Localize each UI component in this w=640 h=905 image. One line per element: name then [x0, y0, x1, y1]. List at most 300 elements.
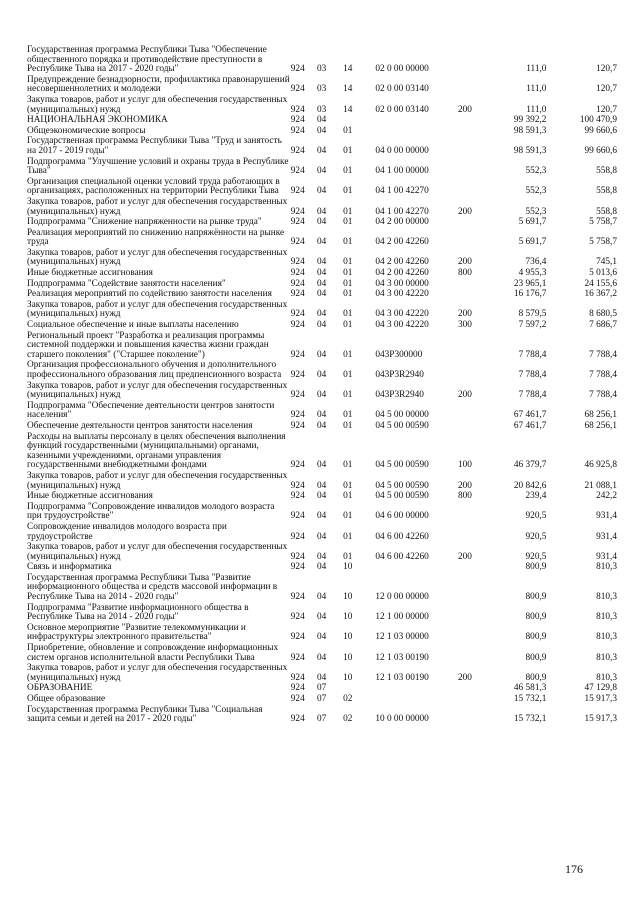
expense-type-code	[448, 228, 482, 248]
ministry-code: 924	[290, 460, 305, 471]
subsection-code: 01	[343, 166, 353, 177]
section-code: 04	[316, 257, 327, 268]
target-article-code	[375, 694, 447, 705]
target-article-code: 043P3R2940	[375, 390, 424, 401]
amount-year-1: 46 379,7	[513, 460, 547, 471]
subsection-code: 14	[343, 64, 353, 75]
ministry-code: 924	[290, 166, 305, 177]
ministry-code: 924	[290, 420, 305, 431]
amount-year-2: 242,2	[596, 491, 617, 502]
section-code: 04	[316, 672, 327, 683]
ministry-code: 924	[290, 632, 305, 643]
expense-type-code: 800	[457, 491, 472, 502]
amount-year-1: 111,0	[526, 64, 547, 75]
ministry-code: 924	[290, 714, 305, 725]
section-code: 04	[316, 551, 327, 562]
table-row	[27, 705, 617, 725]
row-name: Государственная программа Республики Тыва "Развитие информационного общества и средств массовой информации в Республике Тыва на 2014 - 2020 годы"	[27, 572, 278, 603]
expense-type-code	[448, 562, 482, 573]
expense-type-code: 100	[457, 460, 472, 471]
row-name: Иные бюджетные ассигнования	[27, 491, 153, 502]
row-name: Подпрограмма "Сопровождение инвалидов молодого возраста при трудоустройстве"	[27, 501, 275, 522]
section-code: 04	[316, 217, 327, 228]
target-article-code: 12 1 03 00190	[375, 652, 429, 663]
ministry-code: 924	[290, 84, 305, 95]
target-article-code: 02 0 00 03140	[375, 84, 429, 95]
table-row	[27, 694, 617, 705]
ministry-code: 924	[290, 390, 305, 401]
section-code: 04	[316, 632, 327, 643]
subsection-code: 01	[343, 390, 353, 401]
target-article-code: 04 2 00 00000	[375, 217, 429, 228]
subsection-code: 10	[343, 592, 353, 603]
row-name: Основное мероприятие "Развитие телекоммуникации и инфраструктуры электронного правительства"	[27, 622, 246, 643]
amount-year-2: 745,1	[596, 257, 617, 268]
amount-year-1: 7 788,4	[518, 390, 547, 401]
section-code: 04	[316, 206, 327, 217]
amount-year-1: 23 965,1	[513, 278, 547, 289]
ministry-code: 924	[290, 551, 305, 562]
amount-year-2: 5 013,6	[589, 268, 617, 279]
target-article-code: 04 5 00 00590	[375, 491, 429, 502]
section-code: 04	[316, 309, 327, 320]
amount-year-2: 15 917,3	[584, 694, 617, 704]
ministry-code: 924	[290, 186, 305, 197]
table-row	[27, 197, 617, 217]
expense-type-code	[448, 522, 482, 542]
table-row	[27, 573, 617, 603]
ministry-code: 924	[290, 511, 305, 522]
section-code: 04	[316, 115, 327, 126]
expense-type-code: 200	[457, 206, 472, 217]
target-article-code: 043P3R2940	[375, 370, 424, 380]
target-article-code: 02 0 00 00000	[375, 64, 429, 75]
expense-type-code: 200	[457, 551, 472, 562]
section-code: 04	[316, 186, 327, 197]
amount-year-1: 111,0	[526, 84, 547, 95]
expense-type-code	[448, 136, 482, 156]
amount-year-2: 810,3	[596, 562, 617, 573]
amount-year-1: 552,3	[525, 166, 547, 177]
subsection-code: 10	[343, 652, 353, 663]
amount-year-1: 800,9	[525, 562, 547, 573]
ministry-code: 924	[290, 104, 305, 115]
subsection-code: 01	[343, 289, 353, 300]
section-code: 04	[316, 390, 327, 401]
amount-year-1: 800,9	[525, 612, 547, 623]
row-name: Приобретение, обновление и сопровождение информационных систем органов исполнительной власти Республики Тыва	[27, 643, 279, 663]
amount-year-1: 8 579,5	[518, 309, 547, 320]
target-article-code: 12 1 03 00000	[375, 632, 429, 643]
amount-year-1: 736,4	[525, 257, 547, 268]
expense-type-code: 300	[457, 320, 472, 331]
subsection-code: 01	[343, 531, 353, 542]
amount-year-1: 67 461,7	[513, 420, 547, 431]
section-code: 04	[316, 562, 327, 573]
table-row	[27, 401, 617, 421]
target-article-code: 04 3 00 42220	[375, 289, 429, 300]
row-name: Закупка товаров, работ и услуг для обеспечения государственных (муниципальных) нужд	[27, 247, 288, 268]
section-code: 04	[316, 320, 327, 331]
subsection-code: 01	[343, 480, 353, 491]
table-row	[27, 603, 617, 623]
section-code: 04	[316, 531, 327, 542]
amount-year-1: 98 591,3	[513, 125, 547, 136]
target-article-code	[375, 115, 447, 126]
table-row	[27, 491, 617, 502]
section-code: 04	[316, 410, 327, 421]
target-article-code: 04 2 00 42260	[375, 237, 429, 248]
amount-year-1: 7 788,4	[518, 349, 547, 360]
amount-year-1: 98 591,3	[513, 145, 547, 156]
expense-type-code: 200	[457, 309, 472, 320]
target-article-code: 12 1 03 00190	[375, 672, 429, 683]
expense-type-code: 200	[457, 672, 472, 683]
ministry-code: 924	[290, 289, 305, 300]
table-row	[27, 136, 617, 156]
section-code: 04	[316, 420, 327, 431]
amount-year-2: 810,3	[596, 672, 617, 683]
ministry-code: 924	[290, 683, 305, 694]
target-article-code: 12 1 00 00000	[375, 612, 429, 623]
row-name: ОБРАЗОВАНИЕ	[27, 683, 93, 694]
subsection-code	[343, 683, 375, 694]
row-name: Региональный проект "Разработка и реализация программы системной поддержки и повышения качества жизни граждан старшего поколения" ("Старшее поколение")	[27, 330, 269, 360]
row-name: Реализация мероприятий по снижению напряжённости на рынке труда	[27, 227, 285, 248]
target-article-code: 12 0 00 00000	[375, 592, 429, 603]
amount-year-1: 111,0	[526, 104, 547, 115]
ministry-code: 924	[290, 309, 305, 320]
amount-year-1: 800,9	[525, 672, 547, 683]
amount-year-2: 24 155,6	[584, 278, 617, 289]
subsection-code: 01	[343, 309, 353, 320]
target-article-code	[375, 562, 447, 573]
expense-type-code: 800	[457, 268, 472, 279]
target-article-code: 04 5 00 00000	[375, 410, 429, 421]
amount-year-2: 120,7	[596, 104, 617, 115]
amount-year-1: 15 732,1	[513, 694, 547, 704]
row-name: Закупка товаров, работ и услуг для обеспечения государственных (муниципальных) нужд	[27, 94, 288, 115]
expense-type-code	[448, 401, 482, 421]
amount-year-2: 21 088,1	[584, 480, 617, 491]
row-name: НАЦИОНАЛЬНАЯ ЭКОНОМИКА	[27, 115, 168, 126]
amount-year-1: 20 842,6	[513, 480, 547, 491]
expense-type-code: 200	[457, 390, 472, 401]
table-row	[27, 432, 617, 471]
ministry-code: 924	[290, 278, 305, 289]
expense-type-code	[448, 177, 482, 197]
amount-year-2: 99 660,6	[584, 125, 617, 136]
ministry-code: 924	[290, 349, 305, 360]
target-article-code	[375, 683, 447, 694]
table-row	[27, 279, 617, 290]
section-code: 04	[316, 612, 327, 623]
amount-year-1: 46 581,3	[513, 683, 547, 694]
amount-year-2: 7 686,7	[589, 320, 617, 331]
ministry-code: 924	[290, 64, 305, 75]
subsection-code: 02	[343, 694, 353, 704]
target-article-code: 04 5 00 00590	[375, 460, 429, 471]
row-name: Сопровождение инвалидов молодого возраста при трудоустройстве	[27, 521, 227, 542]
table-row	[27, 217, 617, 228]
expense-type-code	[448, 157, 482, 177]
row-name: Подпрограмма "Содействие занятости населения"	[27, 278, 226, 289]
ministry-code: 924	[290, 237, 305, 248]
section-code: 07	[316, 694, 327, 704]
ministry-code: 924	[290, 217, 305, 228]
row-name: Закупка товаров, работ и услуг для обеспечения государственных (муниципальных) нужд	[27, 380, 288, 401]
ministry-code: 924	[290, 652, 305, 663]
expense-type-code	[448, 694, 482, 705]
table-row	[27, 157, 617, 177]
target-article-code: 04 2 00 42260	[375, 268, 429, 279]
ministry-code: 924	[290, 672, 305, 683]
subsection-code: 10	[343, 672, 353, 683]
target-article-code: 04 3 00 00000	[375, 278, 429, 289]
ministry-code: 924	[290, 491, 305, 502]
amount-year-2: 5 758,7	[589, 237, 617, 248]
section-code: 04	[316, 278, 327, 289]
target-article-code: 02 0 00 03140	[375, 104, 429, 115]
section-code: 04	[316, 592, 327, 603]
table-row	[27, 562, 617, 573]
expense-type-code	[448, 643, 482, 663]
table-row	[27, 268, 617, 279]
amount-year-2: 46 925,8	[584, 460, 617, 471]
row-name: Закупка товаров, работ и услуг для обеспечения государственных (муниципальных) нужд	[27, 542, 288, 562]
section-code: 04	[316, 652, 327, 663]
table-row	[27, 177, 617, 197]
section-code: 04	[316, 145, 327, 156]
budget-document	[27, 45, 617, 725]
amount-year-2: 15 917,3	[584, 714, 617, 725]
table-row	[27, 542, 617, 562]
target-article-code: 04 6 00 00000	[375, 511, 429, 522]
section-code: 04	[316, 166, 327, 177]
subsection-code: 02	[343, 714, 353, 725]
expense-type-code	[448, 573, 482, 603]
ministry-code: 924	[290, 410, 305, 421]
section-code: 07	[316, 714, 327, 725]
table-row	[27, 683, 617, 694]
amount-year-1: 920,5	[525, 531, 547, 542]
table-row	[27, 381, 617, 401]
amount-year-2: 810,3	[596, 632, 617, 643]
subsection-code: 01	[343, 125, 353, 136]
amount-year-2: 7 788,4	[589, 349, 617, 360]
amount-year-1: 5 691,7	[518, 217, 547, 228]
table-row	[27, 115, 617, 126]
section-code: 04	[316, 370, 327, 380]
ministry-code: 924	[290, 694, 305, 704]
page-number: 176	[565, 862, 583, 876]
target-article-code: 04 6 00 42260	[375, 551, 429, 562]
row-name: Подпрограмма "Обеспечение деятельности центров занятости населения"	[27, 400, 275, 421]
subsection-code: 10	[343, 612, 353, 623]
row-name: Реализация мероприятий по содействию занятости населения	[27, 289, 272, 300]
amount-year-2: 99 660,6	[584, 145, 617, 156]
amount-year-1: 920,5	[525, 511, 547, 522]
expense-type-code	[448, 360, 482, 380]
subsection-code: 01	[343, 237, 353, 248]
table-row	[27, 300, 617, 320]
amount-year-1: 552,3	[525, 206, 547, 217]
subsection-code: 01	[343, 186, 353, 197]
ministry-code: 924	[290, 206, 305, 217]
expense-type-code	[448, 126, 482, 137]
amount-year-2: 16 367,2	[584, 289, 617, 300]
amount-year-1: 920,5	[525, 551, 547, 562]
subsection-code: 10	[343, 562, 353, 573]
row-name: Иные бюджетные ассигнования	[27, 268, 153, 279]
table-row	[27, 45, 617, 75]
amount-year-1: 67 461,7	[513, 410, 547, 421]
target-article-code: 04 0 00 00000	[375, 145, 429, 156]
expense-type-code: 200	[457, 104, 472, 115]
target-article-code	[375, 126, 447, 137]
ministry-code: 924	[290, 257, 305, 268]
subsection-code: 01	[343, 420, 353, 431]
expense-type-code	[448, 115, 482, 126]
amount-year-2: 931,4	[596, 511, 617, 522]
row-name: Организация профессионального обучения и дополнительного профессионального образования лиц предпенсионного возраста	[27, 360, 282, 380]
target-article-code: 04 6 00 42260	[375, 531, 429, 542]
amount-year-2: 810,3	[596, 652, 617, 663]
amount-year-1: 7 788,4	[518, 370, 547, 380]
row-name: Связь и информатика	[27, 562, 112, 573]
row-name: Обеспечение деятельности центров занятости населения	[27, 420, 253, 431]
row-name: Общеэкономические вопросы	[27, 125, 146, 136]
section-code: 04	[316, 289, 327, 300]
subsection-code: 01	[343, 551, 353, 562]
amount-year-1: 239,4	[525, 491, 547, 502]
ministry-code: 924	[290, 562, 305, 573]
subsection-code: 14	[343, 84, 353, 95]
row-name: Закупка товаров, работ и услуг для обеспечения государственных (муниципальных) нужд	[27, 196, 288, 217]
section-code: 04	[316, 511, 327, 522]
table-row	[27, 643, 617, 663]
target-article-code: 04 2 00 42260	[375, 257, 429, 268]
amount-year-2: 7 788,4	[589, 390, 617, 401]
expense-type-code	[448, 289, 482, 300]
section-code: 04	[316, 349, 327, 360]
amount-year-2: 7 788,4	[589, 370, 617, 380]
amount-year-2: 68 256,1	[584, 420, 617, 431]
amount-year-2: 810,3	[596, 612, 617, 623]
ministry-code: 924	[290, 531, 305, 542]
row-name: Закупка товаров, работ и услуг для обеспечения государственных (муниципальных) нужд	[27, 299, 288, 320]
section-code: 07	[316, 683, 327, 694]
amount-year-2: 8 680,5	[589, 309, 617, 320]
amount-year-1: 99 392,2	[513, 115, 547, 126]
amount-year-2: 5 758,7	[589, 217, 617, 228]
target-article-code: 04 1 00 42270	[375, 206, 429, 217]
table-row	[27, 331, 617, 361]
section-code: 04	[316, 125, 327, 136]
expense-type-code	[448, 603, 482, 623]
subsection-code: 01	[343, 145, 353, 156]
target-article-code: 04 1 00 00000	[375, 166, 429, 177]
expense-type-code	[448, 705, 482, 725]
subsection-code: 01	[343, 370, 353, 380]
ministry-code: 924	[290, 612, 305, 623]
table-row	[27, 75, 617, 95]
target-article-code: 043P300000	[375, 349, 423, 360]
section-code: 04	[316, 480, 327, 491]
subsection-code: 01	[343, 460, 353, 471]
amount-year-1: 4 955,3	[518, 268, 547, 279]
amount-year-1: 16 176,7	[513, 289, 547, 300]
subsection-code: 01	[343, 511, 353, 522]
ministry-code: 924	[290, 145, 305, 156]
target-article-code: 10 0 00 00000	[375, 714, 429, 725]
ministry-code: 924	[290, 268, 305, 279]
row-name: Социальное обеспечение и иные выплаты населению	[27, 320, 239, 331]
amount-year-2: 120,7	[596, 84, 617, 95]
row-name: Государственная программа Республики Тыва "Труд и занятость на 2017 - 2019 годы"	[27, 136, 282, 156]
amount-year-2: 47 129,8	[584, 683, 617, 694]
ministry-code: 924	[290, 320, 305, 331]
target-article-code: 04 5 00 00590	[375, 480, 429, 491]
row-name: Закупка товаров, работ и услуг для обеспечения государственных (муниципальных) нужд	[27, 470, 288, 491]
expense-type-code	[448, 279, 482, 290]
table-row	[27, 623, 617, 643]
subsection-code: 01	[343, 217, 353, 228]
budget-table	[27, 45, 617, 725]
amount-year-1: 5 691,7	[518, 237, 547, 248]
row-name: Общее образование	[27, 694, 106, 704]
amount-year-2: 931,4	[596, 551, 617, 562]
table-row	[27, 522, 617, 542]
expense-type-code	[448, 421, 482, 432]
table-row	[27, 502, 617, 522]
amount-year-1: 15 732,1	[513, 714, 547, 725]
table-row	[27, 421, 617, 432]
section-code: 03	[316, 104, 327, 115]
expense-type-code	[448, 75, 482, 95]
amount-year-2: 100 470,9	[579, 115, 617, 126]
section-code: 03	[316, 84, 327, 95]
row-name: Подпрограмма "Развитие информационного общества в Республике Тыва на 2014 - 2020 годы"	[27, 602, 249, 623]
table-row	[27, 471, 617, 491]
table-row	[27, 228, 617, 248]
ministry-code: 924	[290, 115, 305, 126]
expense-type-code	[448, 502, 482, 522]
subsection-code: 01	[343, 320, 353, 331]
amount-year-2: 120,7	[596, 64, 617, 75]
subsection-code: 01	[343, 349, 353, 360]
subsection-code: 01	[343, 268, 353, 279]
amount-year-1: 552,3	[525, 186, 547, 197]
amount-year-1: 800,9	[525, 592, 547, 603]
section-code: 04	[316, 268, 327, 279]
amount-year-2: 810,3	[596, 592, 617, 603]
target-article-code: 04 5 00 00590	[375, 420, 429, 431]
expense-type-code	[448, 623, 482, 643]
expense-type-code	[448, 683, 482, 694]
subsection-code: 01	[343, 257, 353, 268]
ministry-code: 924	[290, 480, 305, 491]
target-article-code: 04 3 00 42220	[375, 309, 429, 320]
amount-year-2: 68 256,1	[584, 410, 617, 421]
subsection-code: 01	[343, 206, 353, 217]
table-row	[27, 663, 617, 683]
amount-year-2: 931,4	[596, 531, 617, 542]
row-name: Организация специальной оценки условий труда работающих в организациях, расположенных на территории Республики Тыва	[27, 176, 280, 197]
table-row	[27, 360, 617, 380]
ministry-code: 924	[290, 370, 305, 380]
section-code: 04	[316, 237, 327, 248]
